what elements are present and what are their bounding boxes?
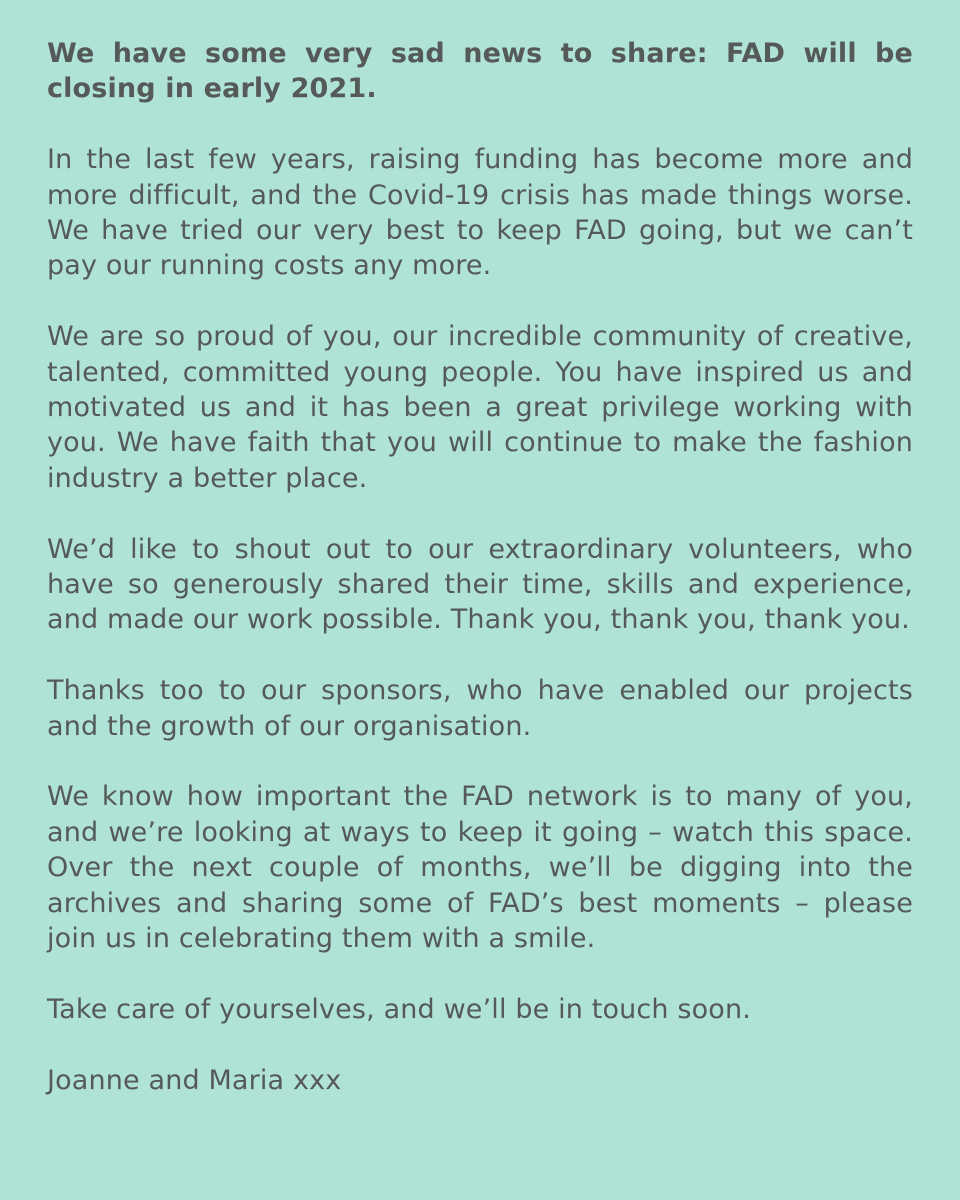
paragraph-sponsors: Thanks too to our sponsors, who have enabled our projects and the growth of our organisation. — [47, 675, 913, 742]
paragraph-funding: In the last few years, raising funding has become more and more difficult, and the Covid-19 crisis has made things worse. We have tried our very best to keep FAD going, but we can’t pay our running costs any more. — [47, 144, 913, 282]
signature: Joanne and Maria xxx — [47, 1064, 342, 1096]
paragraph-network: We know how important the FAD network is to many of you, and we’re looking at ways to keep it going – watch this space. Over the next couple of months, we’ll be digging into the archives and sharing some of FAD’s best moments – please join us in celebrating them with a smile. — [47, 781, 913, 955]
headline: We have some very sad news to share: FAD will be closing in early 2021. — [47, 38, 913, 105]
letter-body — [47, 36, 913, 1133]
paragraph-closing: Take care of yourselves, and we’ll be in touch soon. — [47, 993, 751, 1025]
paragraph-community: We are so proud of you, our incredible community of creative, talented, committed young people. You have inspired us and motivated us and it has been a great privilege working with you. We have faith that you will continue to make the fashion industry a better place. — [47, 321, 913, 494]
paragraph-volunteers: We’d like to shout out to our extraordinary volunteers, who have so generously shared their time, skills and experience, and made our work possible. Thank you, thank you, thank you. — [47, 533, 913, 636]
